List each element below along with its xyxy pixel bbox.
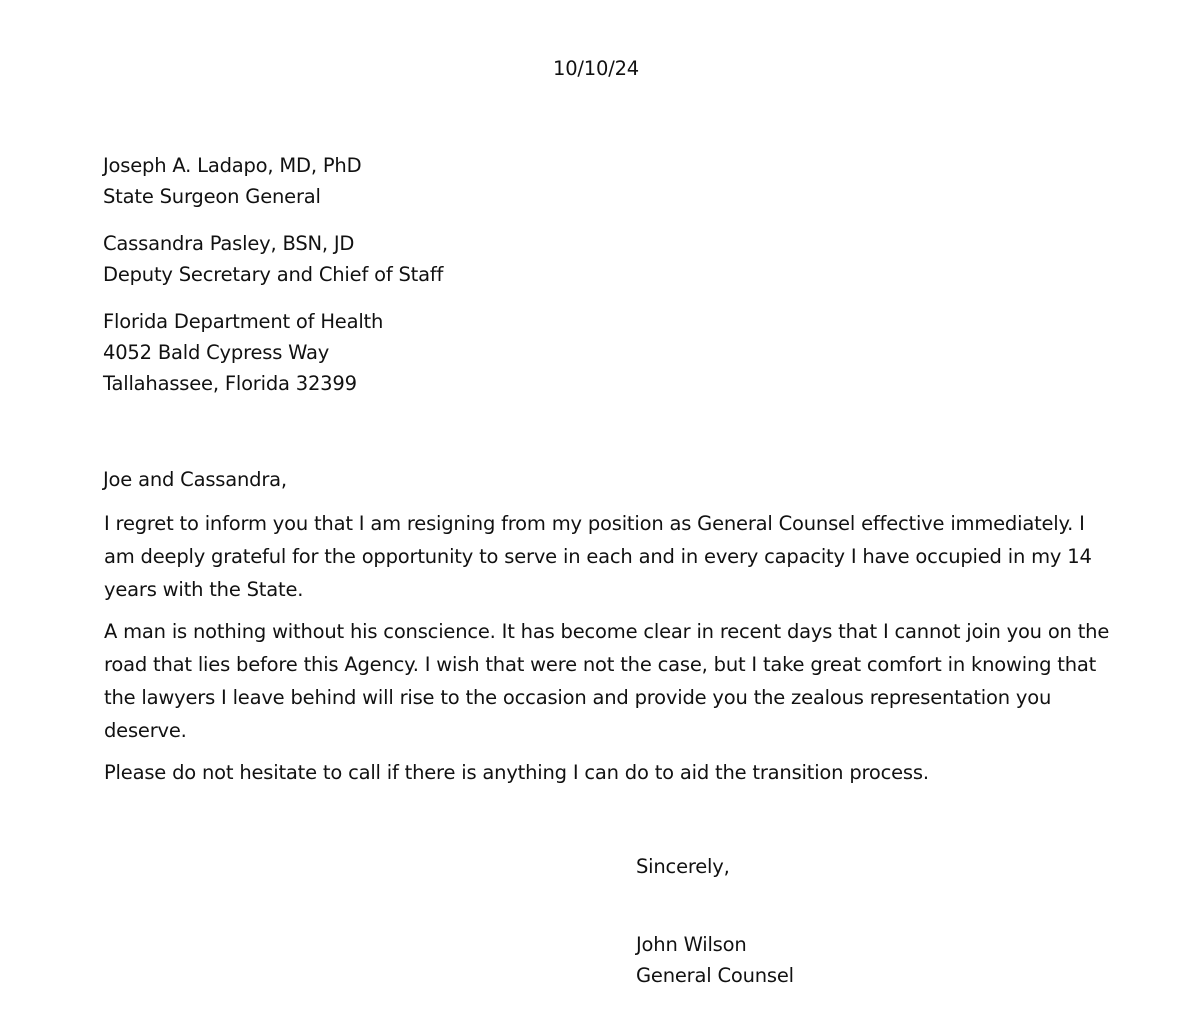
body-paragraph-1	[104, 507, 1104, 606]
signature-block	[636, 929, 794, 991]
salutation-text: Joe and Cassandra,	[103, 468, 287, 491]
paragraph-line: Please do not hesitate to call if there is anything I can do to aid the transition process.	[104, 761, 929, 784]
letter-date: 10/10/24	[553, 57, 639, 80]
recipient-block-1	[103, 150, 361, 212]
paragraph-line: A man is nothing without his conscience. It has become clear in recent days that I cannot join you on the	[104, 620, 1110, 643]
address-organization: Florida Department of Health	[103, 310, 384, 333]
recipient-title: Deputy Secretary and Chief of Staff	[103, 263, 444, 286]
recipient-name: Cassandra Pasley, BSN, JD	[103, 232, 355, 255]
paragraph-line: the lawyers I leave behind will rise to the occasion and provide you the zealous representation you	[104, 686, 1052, 709]
signature-title: General Counsel	[636, 964, 794, 987]
paragraph-line: deserve.	[104, 719, 187, 742]
recipient-block-2	[103, 228, 443, 290]
address-block	[103, 306, 383, 399]
signature-name: John Wilson	[636, 933, 747, 956]
recipient-title: State Surgeon General	[103, 185, 321, 208]
address-street: 4052 Bald Cypress Way	[103, 341, 330, 364]
body-paragraph-2	[104, 615, 1110, 747]
paragraph-line: am deeply grateful for the opportunity to serve in each and in every capacity I have occupied in my 14	[104, 545, 1092, 568]
recipient-name: Joseph A. Ladapo, MD, PhD	[103, 154, 362, 177]
paragraph-line: I regret to inform you that I am resigning from my position as General Counsel effective immediately. I	[104, 512, 1085, 535]
body-paragraph-3	[104, 756, 1104, 789]
paragraph-line: years with the State.	[104, 578, 304, 601]
closing: Sincerely,	[636, 855, 730, 878]
address-city-state-zip: Tallahassee, Florida 32399	[103, 372, 357, 395]
paragraph-line: road that lies before this Agency. I wish that were not the case, but I take great comfort in knowing that	[104, 653, 1097, 676]
salutation	[103, 464, 287, 495]
